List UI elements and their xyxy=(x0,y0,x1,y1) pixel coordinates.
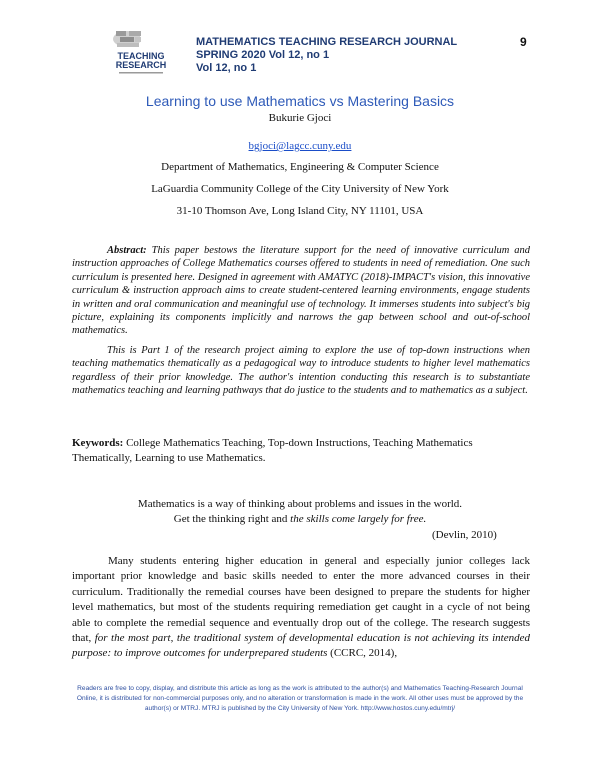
abstract-text-2: This is Part 1 of the research project aiming to explore the use of top-down instructions when teaching mathematics thematically as a pedagogical way to introduce students to higher level mathematics regardless of their prior knowledge. The author's intention conducting this research is to substantiate mathematics teaching and learning pathways that do justice to the students and to mathematics as a subject. xyxy=(72,344,530,397)
body-text-tail: (CCRC, 2014), xyxy=(327,647,398,660)
article-title: Learning to use Mathematics vs Mastering Basics xyxy=(145,93,455,109)
page-number: 9 xyxy=(520,35,527,49)
body-text: Many students entering higher education in general and especially junior colleges lack important prior knowledge and basic skills needed to enter the more advanced courses in their curriculum. Traditionally the remedial courses have been designed to prepare the students for higher level mathematics, but most of the students requiring remediation get caught in a cycle of not being able to complete the remedial sequence and eventually drop out of the college. The research suggests that, xyxy=(72,555,530,645)
epigraph-line-1: Mathematics is a way of thinking about problems and issues in the world. xyxy=(137,498,463,510)
logo-text-teaching: TEACHING xyxy=(117,51,165,61)
abstract-label: Abstract: xyxy=(107,245,147,256)
author-department: Department of Mathematics, Engineering & Computer Science xyxy=(161,161,439,173)
body-paragraph xyxy=(72,554,530,662)
author-address: 31-10 Thomson Ave, Long Island City, NY 11101, USA xyxy=(176,205,424,217)
epigraph-citation: (Devlin, 2010) xyxy=(432,529,497,541)
journal-name: MATHEMATICS TEACHING RESEARCH JOURNAL xyxy=(196,36,458,48)
keywords-label: Keywords: xyxy=(72,437,124,449)
keywords xyxy=(72,436,530,465)
epigraph-line-2-plain: Get the thinking right and xyxy=(173,513,291,525)
author-email-link[interactable]: bgjoci@lagcc.cuny.edu xyxy=(248,140,352,152)
author-college: LaGuardia Community College of the City University of New York xyxy=(151,183,449,195)
epigraph-line-2 xyxy=(0,512,600,527)
keywords-text: College Mathematics Teaching, Top-down Instructions, Teaching Mathematics Thematically, Learning to use Mathematics. xyxy=(72,437,473,464)
author-name: Bukurie Gjoci xyxy=(268,112,332,124)
issue-volume: Vol 12, no 1 xyxy=(196,62,257,74)
logo-text-research: RESEARCH xyxy=(115,60,167,70)
author-email-line xyxy=(0,140,600,152)
issue-season: SPRING 2020 Vol 12, no 1 xyxy=(196,49,330,61)
journal-header xyxy=(196,36,457,75)
epigraph-line-2-italic: the skills come largely for free. xyxy=(290,513,427,525)
license-footer: Readers are free to copy, display, and distribute this article as long as the work is attributed to the author(s) and Mathematics Teaching-Research Journal Online, it is distributed for non-commercial purposes only, and no alteration or transformation is made in the work. All other uses must be approved by the author(s) or MTRJ. MTRJ is published by the City University of New York. http://www.hostos.cuny.edu/mtrj/ xyxy=(76,685,524,712)
abstract xyxy=(72,244,530,397)
body-text-italic: for the most part, the traditional system of developmental education is not achieving its intended purpose: to improve outcomes for underprepared students xyxy=(72,632,530,660)
journal-logo xyxy=(107,27,169,79)
abstract-paragraph-1 xyxy=(72,244,530,338)
abstract-text-1: This paper bestows the literature support for the need of innovative curriculum and instruction approaches of College Mathematics courses offered to students in need of remediation. One such curriculum is presented here. Designed in agreement with AMATYC (2018)-IMPACT's vision, this innovative curriculum & instruction approach aims to create student-centered learning environments, engage students in written and oral communication and meaningful use of technology. It immerses students into subject's big picture, explaining its components implicitly and narrows the gap between school and out-of-school mathematics. xyxy=(72,245,531,337)
